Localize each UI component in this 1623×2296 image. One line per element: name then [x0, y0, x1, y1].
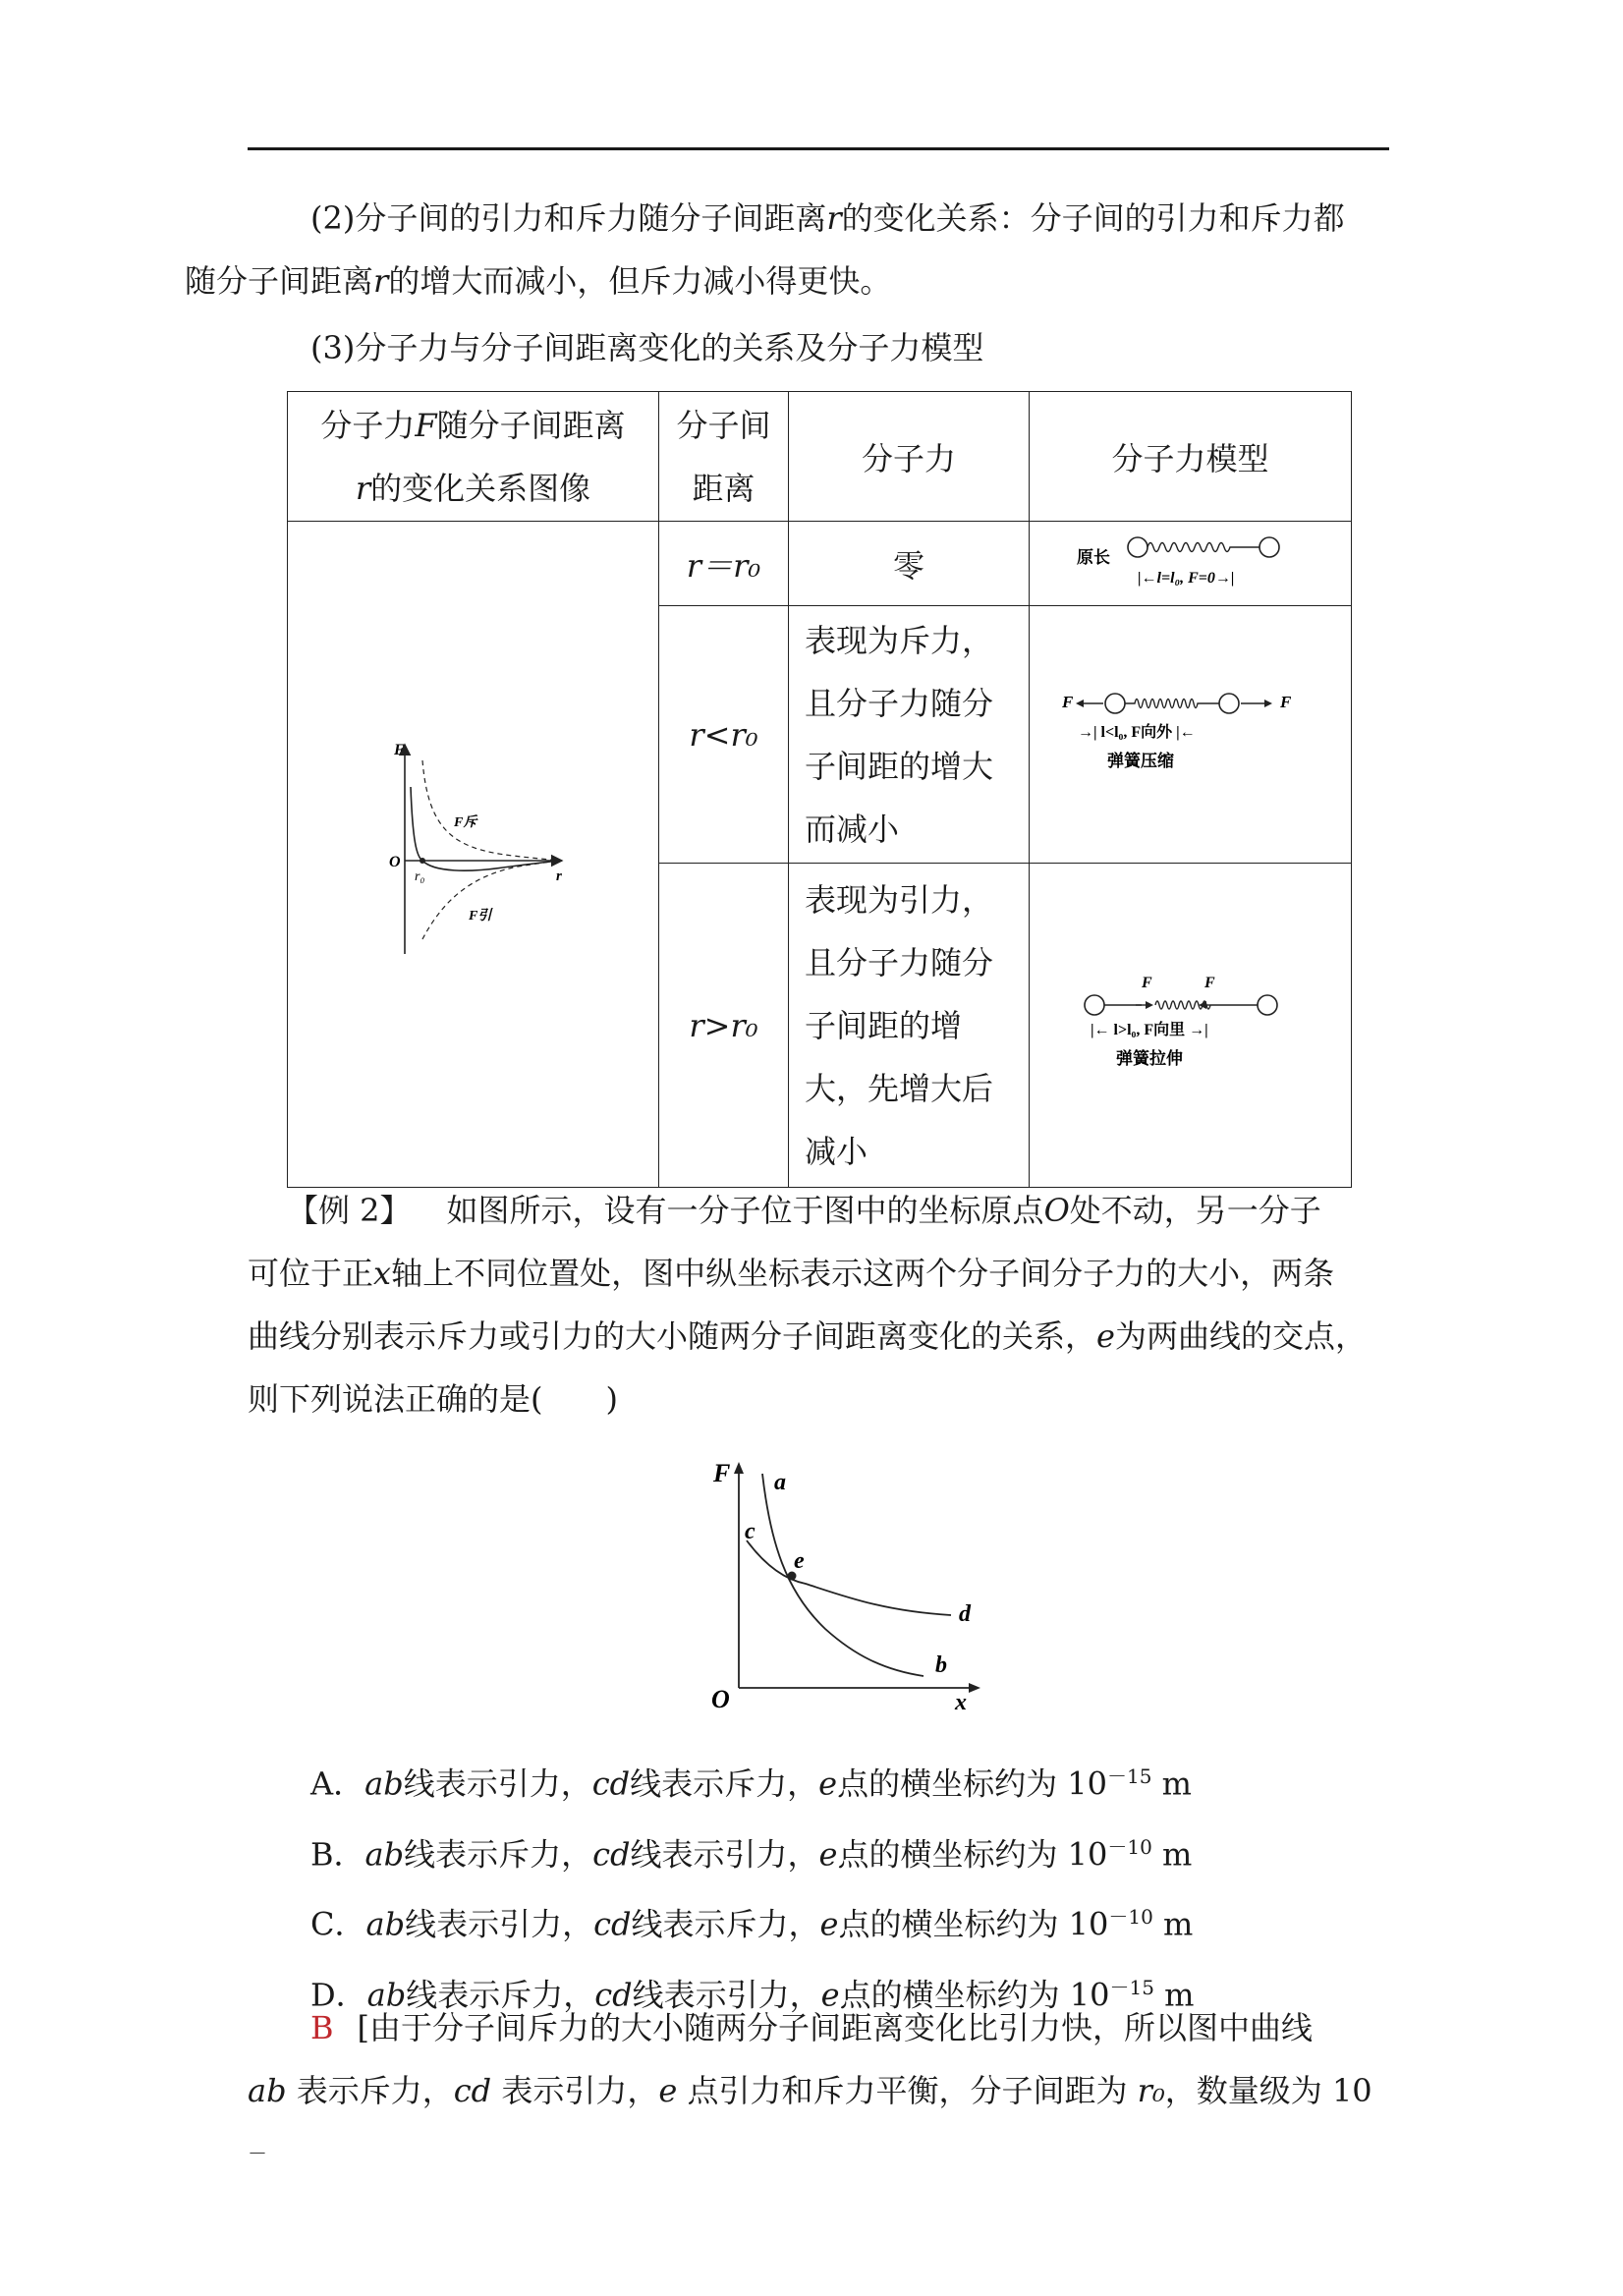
molecule	[1128, 537, 1147, 557]
spring-model-compressed	[1058, 682, 1323, 780]
distance-cell: r<r₀	[659, 606, 789, 864]
fig-label-e: e	[794, 1548, 805, 1574]
distance-cell: r>r₀	[659, 864, 789, 1188]
molecule	[1085, 995, 1104, 1015]
option-b[interactable]: B．ab线表示斥力，cd线表示引力，e点的横坐标约为 $10^{-10}$ m	[310, 1834, 1193, 1874]
force-cell: 表现为引力， 且分子力随分 子间距的增 大，先增大后 减小	[789, 864, 1030, 1188]
example-figure	[688, 1454, 1002, 1709]
text: (2)分子间的引力和斥力随分子间距离	[310, 199, 827, 237]
molecular-force-table	[287, 391, 1352, 1188]
example-tag: 【例 2】	[287, 1192, 412, 1229]
attractive-curve	[422, 861, 560, 939]
answer-letter: B	[310, 2009, 334, 2046]
text: (3)分子力与分子间距离变化的关系及分子力模型	[310, 329, 984, 366]
paragraph-model-heading	[248, 316, 1389, 379]
graph-label-r0: r₀	[414, 868, 424, 884]
fig-label-x: x	[955, 1690, 967, 1709]
option-a[interactable]: A．ab线表示引力，cd线表示斥力，e点的横坐标约为 $10^{-15}$ m	[310, 1764, 1192, 1803]
answer-explanation: B [由于分子间斥力的大小随两分子间距离变化比引力快，所以图中曲线 ab 表示斥力，cd 表示引力，e 点引力和斥力平衡，分子间距为 r₀，数量级为 10－	[248, 2009, 1372, 2165]
molecule	[1105, 694, 1125, 713]
model-caption: |←l=l₀, F=0→|	[1137, 569, 1234, 587]
header-rule	[248, 147, 1389, 150]
model-caption: |← l>l₀, F向里 →|	[1090, 1021, 1208, 1038]
molecule	[1258, 995, 1277, 1015]
force-distance-graph	[375, 733, 572, 969]
var-r: r	[373, 262, 389, 300]
model-cell	[1030, 522, 1352, 606]
fig-label-b: b	[935, 1652, 947, 1678]
option-d[interactable]: D．ab线表示斥力，cd线表示引力，e点的横坐标约为 $10^{-15}$ m	[310, 1975, 1195, 2014]
force-cell: 表现为斥力， 且分子力随分 子间距的增大 而减小	[789, 606, 1030, 864]
spring	[1125, 699, 1219, 707]
header-model: 分子力模型	[1030, 392, 1352, 522]
molecule	[1219, 694, 1239, 713]
model-note: 弹簧压缩	[1106, 751, 1174, 771]
fig-label-O: O	[711, 1685, 730, 1709]
header-distance: 分子间 距离	[659, 392, 789, 522]
graph-label-O: O	[388, 853, 401, 870]
distance-cell: r＝r₀	[659, 522, 789, 606]
graph-label-r: r	[555, 868, 562, 884]
text: 的变化关系：分子间的引力和斥力都	[841, 199, 1345, 237]
model-cell	[1030, 606, 1352, 864]
r0-point	[420, 858, 425, 864]
answer-options	[310, 1745, 1194, 2027]
fig-label-c: c	[745, 1519, 756, 1544]
var-r: r	[826, 199, 842, 237]
paragraph-force-vs-distance	[185, 187, 1389, 312]
graph-label-f-rep: F斥	[453, 814, 476, 830]
model-caption: →| l<l₀, F向外 |←	[1077, 723, 1196, 741]
force-cell: 零	[789, 522, 1030, 606]
spring	[1147, 542, 1259, 551]
table-row	[288, 522, 1352, 606]
text: 的增大而减小，但斥力减小得更快。	[388, 262, 892, 300]
spring-model-equilibrium	[1073, 526, 1309, 594]
force-curves-figure	[688, 1454, 1002, 1709]
model-note: 弹簧拉伸	[1115, 1048, 1183, 1069]
graph-label-F: F	[393, 741, 405, 758]
force-label: F	[1061, 692, 1073, 711]
graph-label-f-att: F引	[468, 908, 491, 924]
fig-label-F: F	[713, 1459, 731, 1487]
text: 随分子间距离	[185, 262, 374, 300]
force-label: F	[1279, 692, 1291, 711]
force-label: F	[1203, 974, 1215, 991]
fig-label-a: a	[774, 1470, 786, 1495]
force-label: F	[1141, 974, 1152, 991]
table-header-row	[288, 392, 1352, 522]
example-question: 【例 2】 如图所示，设有一分子位于图中的坐标原点O处不动，另一分子 可位于正x轴上不同位置处，图中纵坐标表示这两个分子间分子力的大小，两条 曲线分别表示斥力或引力的大小随两分子间距离变化的关系，e为两曲线的交点， 则下列说法正确的是( )	[248, 1192, 1367, 1418]
model-label-natural: 原长	[1076, 547, 1110, 568]
header-graph: 分子力F随分子间距离 r的变化关系图像	[288, 392, 659, 522]
option-c[interactable]: C．ab线表示引力，cd线表示斥力，e点的横坐标约为 $10^{-10}$ m	[310, 1905, 1194, 1943]
fig-label-d: d	[959, 1601, 971, 1627]
repulsive-curve	[422, 760, 560, 861]
molecule	[1259, 537, 1279, 557]
spring-model-stretched	[1073, 968, 1309, 1076]
force-graph-cell	[288, 522, 659, 1188]
curve-ab	[762, 1474, 923, 1676]
header-force: 分子力	[789, 392, 1030, 522]
model-cell	[1030, 864, 1352, 1188]
